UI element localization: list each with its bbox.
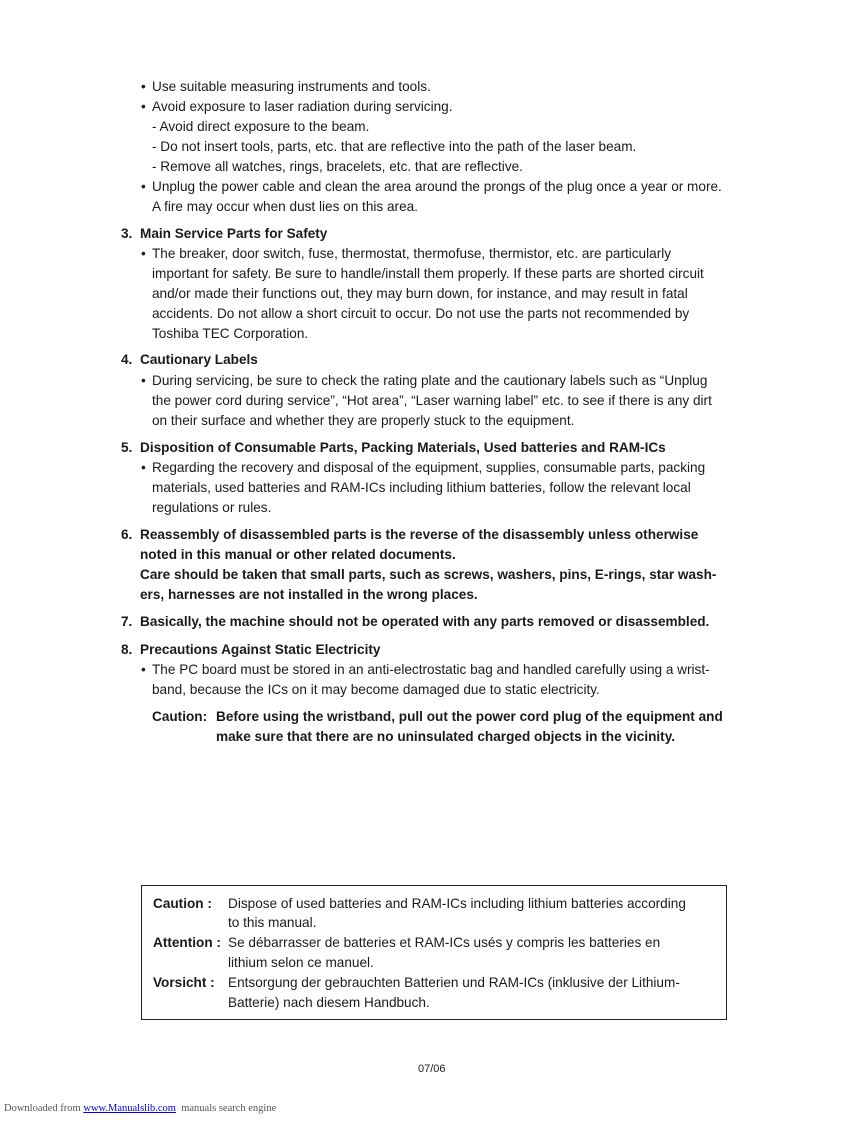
paragraph-line: regulations or rules. bbox=[152, 500, 272, 515]
section-title: Cautionary Labels bbox=[140, 352, 258, 367]
paragraph-line: important for safety. Be sure to handle/install them properly. If these parts are shorted circuit bbox=[152, 266, 704, 281]
box-text: lithium selon ce manuel. bbox=[228, 955, 374, 970]
section-number: 5. bbox=[121, 440, 133, 455]
section-title: ers, harnesses are not installed in the wrong places. bbox=[140, 587, 478, 602]
manualslib-link[interactable]: www.Manualslib.com bbox=[83, 1103, 176, 1114]
section-title: Care should be taken that small parts, such as screws, washers, pins, E-rings, star wash- bbox=[140, 567, 717, 582]
section-title: Main Service Parts for Safety bbox=[140, 226, 328, 241]
section-number: 3. bbox=[121, 226, 133, 241]
bullet-text: Use suitable measuring instruments and tools. bbox=[152, 79, 431, 94]
section-title: noted in this manual or other related documents. bbox=[140, 547, 456, 562]
box-label: Attention : bbox=[153, 935, 221, 950]
paragraph-line: Toshiba TEC Corporation. bbox=[152, 326, 309, 341]
box-label: Caution : bbox=[153, 896, 212, 911]
caution-text: Before using the wristband, pull out the power cord plug of the equipment and bbox=[216, 709, 723, 724]
box-text: Se débarrasser de batteries et RAM-ICs usés y compris les batteries en bbox=[228, 935, 661, 950]
box-text: to this manual. bbox=[228, 915, 317, 930]
section-title: Precautions Against Static Electricity bbox=[140, 642, 381, 657]
box-text: Entsorgung der gebrauchten Batterien und RAM-ICs (inklusive der Lithium- bbox=[228, 975, 680, 990]
bullet: • bbox=[141, 246, 146, 261]
paragraph-line: Regarding the recovery and disposal of the equipment, supplies, consumable parts, packing bbox=[152, 460, 706, 475]
paragraph-line: on their surface and whether they are properly stuck to the equipment. bbox=[152, 413, 575, 428]
footer-prefix: Downloaded from bbox=[4, 1103, 84, 1114]
paragraph-line: accidents. Do not allow a short circuit to occur. Do not use the parts not recommended by bbox=[152, 306, 690, 321]
bullet-text: A fire may occur when dust lies on this area. bbox=[152, 199, 418, 214]
bullet: • bbox=[141, 460, 146, 475]
section-number: 8. bbox=[121, 642, 133, 657]
paragraph-line: and/or made their functions out, they may burn down, for instance, and may result in fatal bbox=[152, 286, 688, 301]
download-footer bbox=[4, 1103, 276, 1114]
bullet: • bbox=[141, 373, 146, 388]
bullet-text: Unplug the power cable and clean the area around the prongs of the plug once a year or more. bbox=[152, 179, 722, 194]
paragraph-line: the power cord during service”, “Hot area”, “Laser warning label” etc. to see if there is any dirt bbox=[152, 393, 712, 408]
page-number: 07/06 bbox=[418, 1063, 446, 1075]
paragraph-line: The breaker, door switch, fuse, thermostat, thermofuse, thermistor, etc. are particularly bbox=[152, 246, 672, 261]
section-number: 7. bbox=[121, 614, 133, 629]
section-title: Basically, the machine should not be operated with any parts removed or disassembled. bbox=[140, 614, 710, 629]
section-title: Reassembly of disassembled parts is the reverse of the disassembly unless otherwise bbox=[140, 527, 699, 542]
caution-text: make sure that there are no uninsulated charged objects in the vicinity. bbox=[216, 729, 676, 744]
box-text: Batterie) nach diesem Handbuch. bbox=[228, 995, 430, 1010]
box-text: Dispose of used batteries and RAM-ICs including lithium batteries according bbox=[228, 896, 686, 911]
box-label: Vorsicht : bbox=[153, 975, 215, 990]
paragraph-line: During servicing, be sure to check the rating plate and the cautionary labels such as “Unplug bbox=[152, 373, 708, 388]
bullet: • bbox=[141, 79, 146, 94]
paragraph-line: materials, used batteries and RAM-ICs including lithium batteries, follow the relevant local bbox=[152, 480, 691, 495]
section-title: Disposition of Consumable Parts, Packing Materials, Used batteries and RAM-ICs bbox=[140, 440, 666, 455]
section-number: 6. bbox=[121, 527, 133, 542]
paragraph-line: The PC board must be stored in an anti-electrostatic bag and handled carefully using a wrist- bbox=[152, 662, 710, 677]
paragraph-line: band, because the ICs on it may become damaged due to static electricity. bbox=[152, 682, 600, 697]
section-number: 4. bbox=[121, 352, 133, 367]
bullet: • bbox=[141, 179, 146, 194]
sub-item: - Remove all watches, rings, bracelets, etc. that are reflective. bbox=[152, 159, 523, 174]
bullet-text: Avoid exposure to laser radiation during servicing. bbox=[152, 99, 453, 114]
footer-suffix: manuals search engine bbox=[175, 1103, 277, 1114]
sub-item: - Do not insert tools, parts, etc. that are reflective into the path of the laser beam. bbox=[152, 139, 637, 154]
bullet: • bbox=[141, 99, 146, 114]
caution-label: Caution: bbox=[152, 709, 208, 724]
sub-item: - Avoid direct exposure to the beam. bbox=[152, 119, 370, 134]
bullet: • bbox=[141, 662, 146, 677]
